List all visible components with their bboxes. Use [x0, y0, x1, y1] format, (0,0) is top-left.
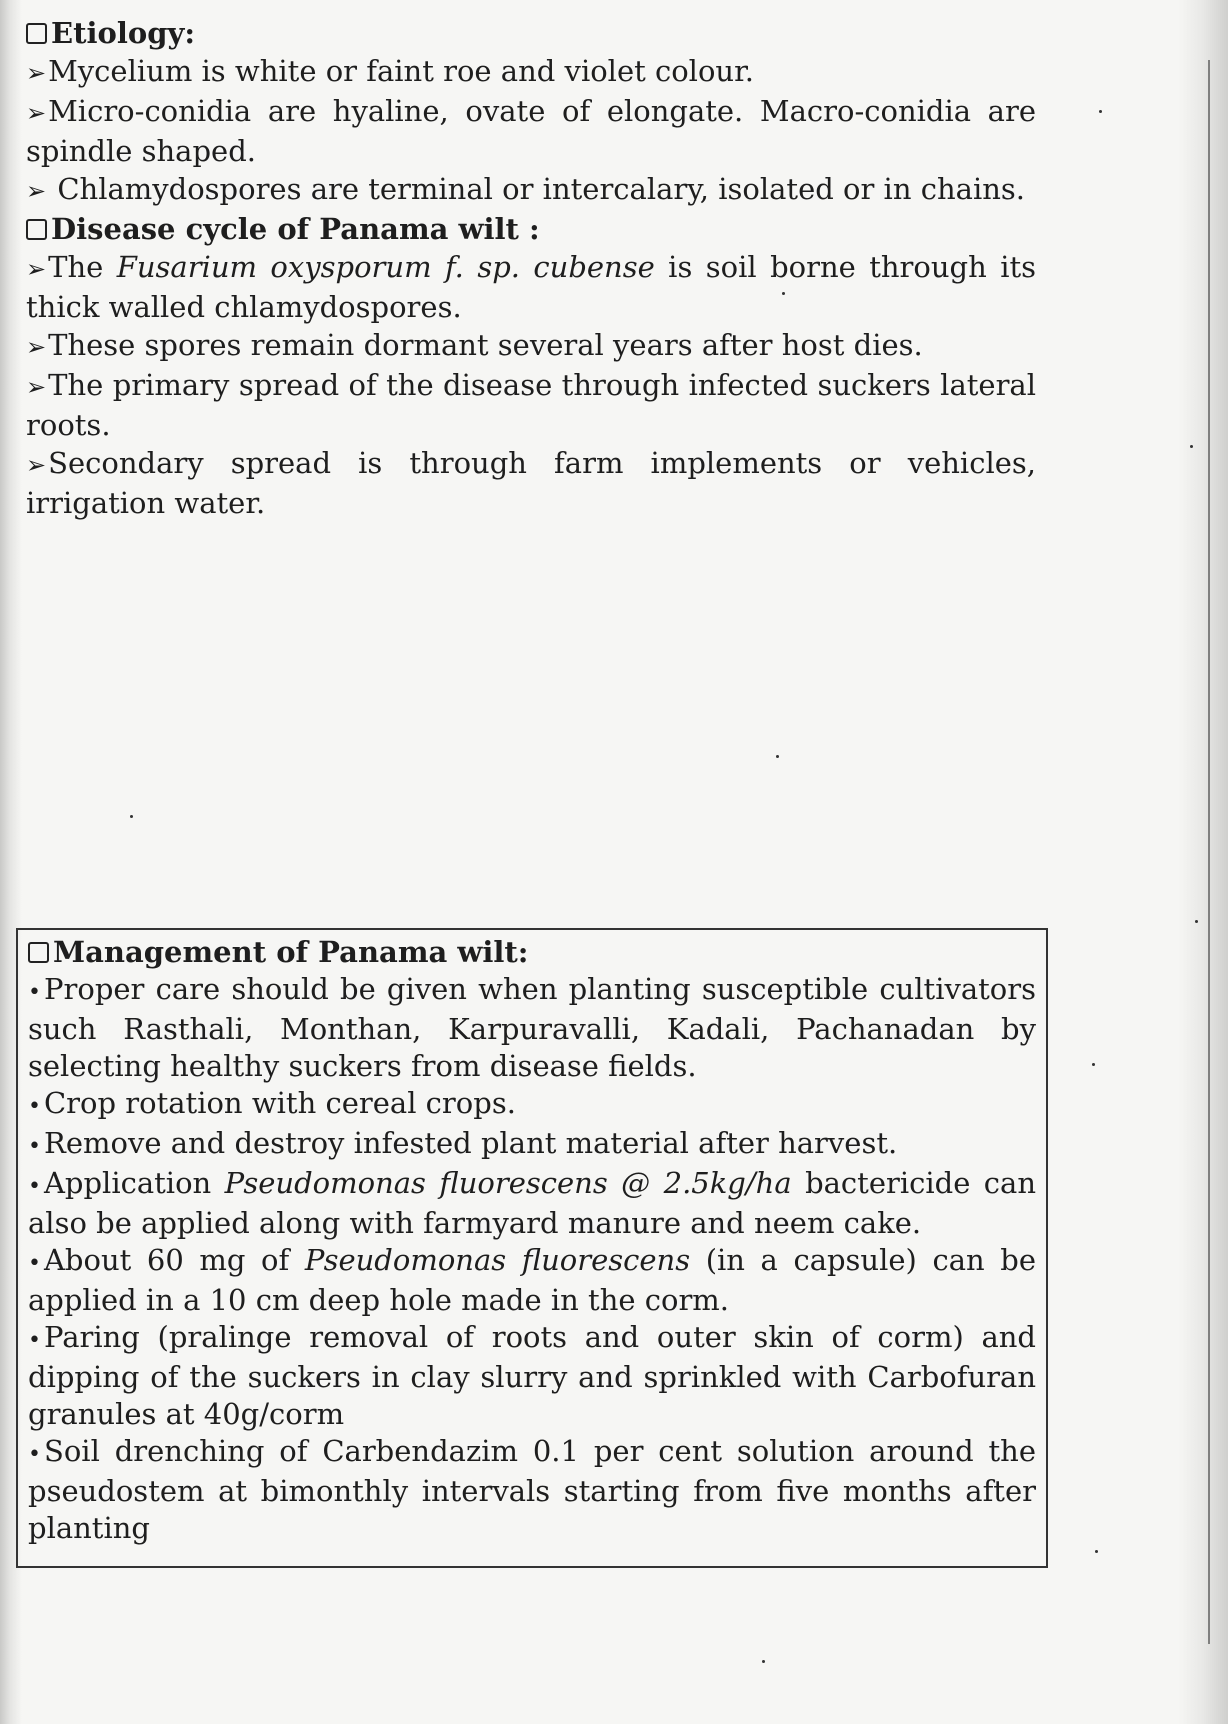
scan-speck: [130, 815, 133, 818]
etiology-section: [26, 14, 1041, 210]
disease-cycle-item: ➢These spores remain dormant several years after host dies.: [26, 328, 923, 362]
scan-speck: [1099, 110, 1102, 113]
checkbox-square-icon: [26, 23, 47, 44]
page-edge-shadow-right: [1178, 0, 1228, 1724]
section-heading-management: Management of Panama wilt:: [28, 934, 1036, 971]
bullet-icon: •: [28, 1174, 41, 1199]
scan-speck: [1092, 1063, 1095, 1066]
arrow-bullet-icon: ➢: [26, 177, 47, 205]
disease-cycle-item: ➢The Fusarium oxysporum f. sp. cubense is soil borne through its thick walled chlamydospores.: [26, 250, 1037, 324]
disease-cycle-item: ➢The primary spread of the disease through infected suckers lateral roots.: [26, 368, 1036, 442]
section-heading-etiology: Etiology:: [26, 14, 1041, 52]
arrow-bullet-icon: ➢: [26, 451, 47, 479]
scan-speck: [1095, 1550, 1098, 1553]
management-item: • About 60 mg of Pseudomonas fluorescens (in a capsule) can be applied in a 10 cm deep hole made in the corm.: [28, 1243, 1036, 1317]
management-item: • Proper care should be given when planting susceptible cultivators such Rasthali, Monthan, Karpuravalli, Kadali, Pachanadan by selecting healthy suckers from disease fields.: [28, 972, 1036, 1083]
section-heading-disease-cycle: Disease cycle of Panama wilt :: [26, 210, 1041, 248]
arrow-bullet-icon: ➢: [26, 255, 47, 283]
scan-speck: [1190, 445, 1193, 448]
bullet-icon: •: [28, 1134, 41, 1159]
management-item: • Soil drenching of Carbendazim 0.1 per cent solution around the pseudostem at bimonthly intervals starting from five months after planting: [28, 1434, 1036, 1545]
scan-speck: [1195, 920, 1198, 923]
arrow-bullet-icon: ➢: [26, 59, 47, 87]
disease-cycle-section: [26, 210, 1041, 522]
checkbox-square-icon: [28, 942, 49, 963]
management-item: • Remove and destroy infested plant material after harvest.: [28, 1126, 898, 1160]
arrow-bullet-icon: ➢: [26, 333, 47, 361]
scan-speck: [762, 1660, 765, 1663]
etiology-item: ➢ Chlamydospores are terminal or intercalary, isolated or in chains.: [26, 172, 1025, 206]
scan-speck: [776, 755, 779, 758]
arrow-bullet-icon: ➢: [26, 373, 47, 401]
bullet-icon: •: [28, 1094, 41, 1119]
management-box: [16, 928, 1048, 1568]
bullet-icon: •: [28, 980, 41, 1005]
scan-speck: [782, 292, 785, 295]
binding-rule: [1208, 60, 1210, 1644]
bullet-icon: •: [28, 1442, 41, 1467]
etiology-item: ➢Micro-conidia are hyaline, ovate of elongate. Macro-conidia are spindle shaped.: [26, 94, 1036, 168]
management-item: • Paring (pralinge removal of roots and outer skin of corm) and dipping of the suckers in clay slurry and sprinkled with Carbofuran granules at 40g/corm: [28, 1320, 1036, 1431]
bullet-icon: •: [28, 1251, 41, 1276]
etiology-item: ➢Mycelium is white or faint roe and violet colour.: [26, 54, 754, 88]
management-item: • Crop rotation with cereal crops.: [28, 1086, 516, 1120]
document-body: [26, 14, 1041, 522]
management-item: • Application Pseudomonas fluorescens @ 2.5kg/ha bactericide can also be applied along with farmyard manure and neem cake.: [28, 1166, 1037, 1240]
disease-cycle-item: ➢Secondary spread is through farm implements or vehicles, irrigation water.: [26, 446, 1036, 520]
checkbox-square-icon: [26, 219, 47, 240]
bullet-icon: •: [28, 1328, 41, 1353]
arrow-bullet-icon: ➢: [26, 99, 47, 127]
